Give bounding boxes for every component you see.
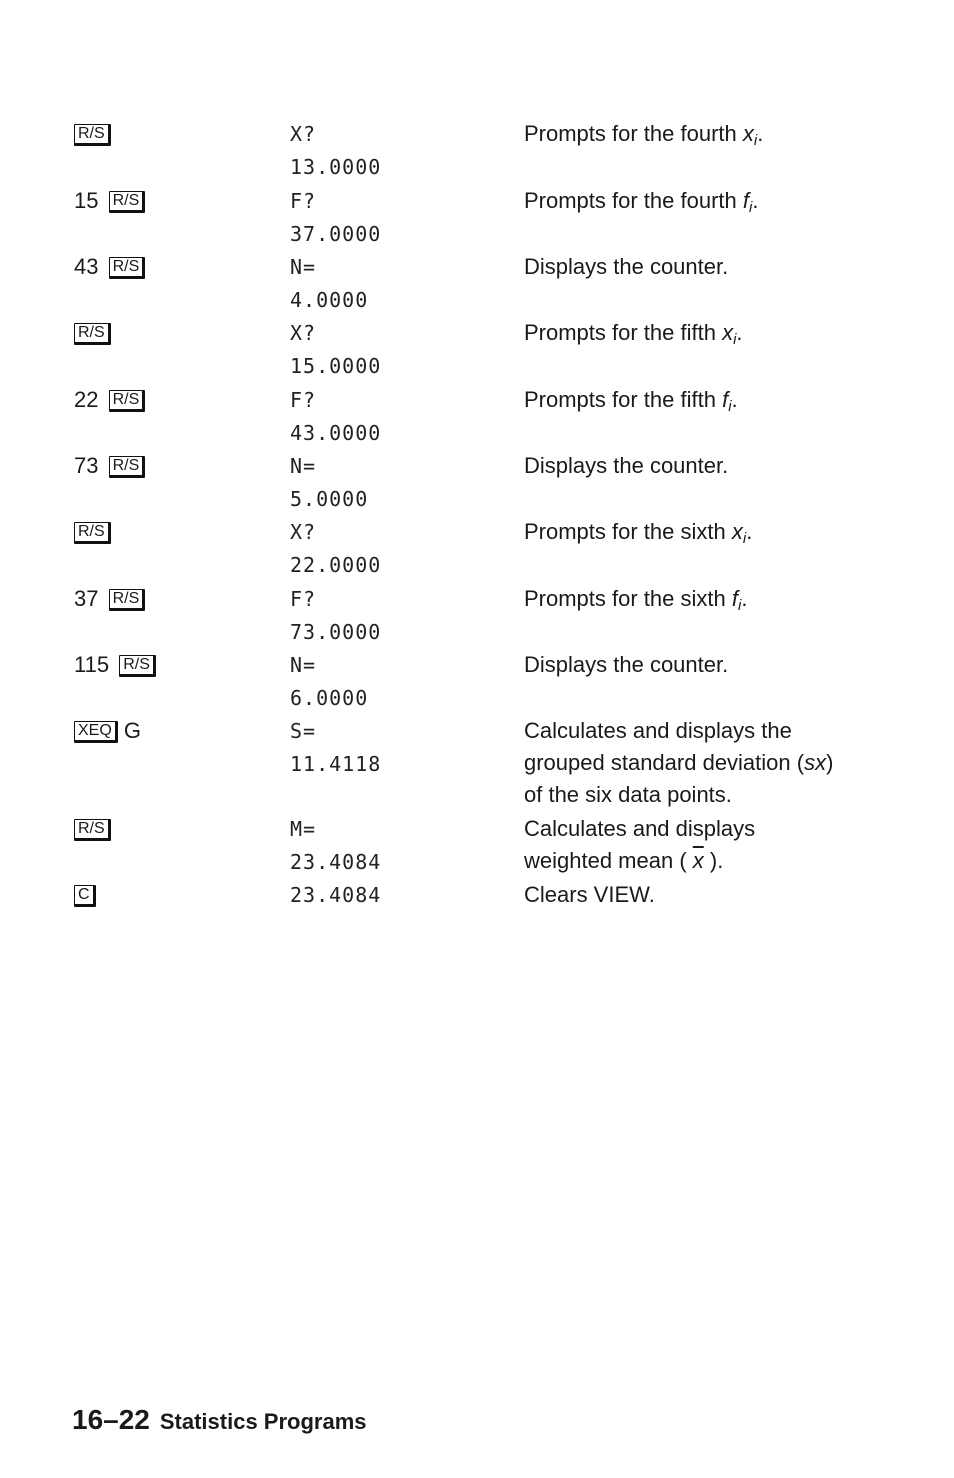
keystroke-cell: [74, 813, 111, 845]
xeq-key: XEQ: [74, 721, 118, 743]
description-text: Prompts for the sixth: [524, 519, 732, 544]
variable-symbol: xi: [742, 121, 758, 149]
display-line: 4.0000: [290, 288, 369, 312]
display-line: 43.0000: [290, 421, 382, 445]
display-line: X?: [290, 122, 317, 146]
rs-key: R/S: [74, 124, 111, 146]
keystroke-cell: [74, 118, 111, 150]
description-cell: [524, 251, 884, 283]
display-cell: [290, 251, 368, 317]
display-line: 23.4084: [290, 883, 382, 907]
display-cell: [290, 715, 381, 781]
variable-symbol: xi: [722, 320, 737, 348]
keystroke-cell: [74, 516, 111, 548]
c-key: C: [74, 885, 96, 907]
description-text: Calculates and displays the grouped standard deviation (: [524, 718, 805, 775]
display-line: F?: [290, 587, 317, 611]
display-cell: [290, 450, 368, 516]
variable-symbol: xi: [731, 519, 747, 547]
description-tail: .: [746, 519, 753, 544]
description-tail: .: [757, 121, 764, 146]
rs-key: R/S: [109, 390, 146, 412]
rs-key: R/S: [109, 191, 146, 213]
display-line: S=: [290, 719, 317, 743]
display-line: N=: [290, 454, 317, 478]
keystroke-cell: [74, 583, 145, 615]
description-cell: [524, 118, 884, 157]
keystroke-cell: [74, 649, 156, 681]
description-cell: [524, 450, 884, 482]
display-line: 73.0000: [290, 620, 382, 644]
description-cell: [524, 317, 884, 356]
rs-key: R/S: [109, 456, 146, 478]
display-cell: [290, 649, 368, 715]
display-cell: [290, 384, 381, 450]
description-cell: [524, 185, 884, 224]
description-cell: [524, 583, 884, 622]
description-text: Displays the counter.: [524, 254, 729, 279]
keystroke-cell: [74, 879, 96, 911]
entry-number: 73: [74, 453, 99, 478]
variable-symbol: fi: [731, 586, 742, 614]
page-footer: [72, 1404, 367, 1436]
display-cell: [290, 317, 381, 383]
display-cell: [290, 185, 381, 251]
description-text: Prompts for the fifth: [524, 387, 723, 412]
rs-key: R/S: [119, 655, 156, 677]
variable-symbol: fi: [742, 188, 753, 216]
display-line: 13.0000: [290, 155, 382, 179]
rs-key: R/S: [74, 323, 111, 345]
display-line: 22.0000: [290, 553, 382, 577]
description-text: Prompts for the sixth: [524, 586, 732, 611]
entry-number: 43: [74, 254, 99, 279]
rs-key: R/S: [74, 819, 111, 841]
display-cell: [290, 813, 381, 879]
description-tail: .: [752, 188, 759, 213]
description-text: Displays the counter.: [524, 652, 729, 677]
entry-number: 22: [74, 387, 99, 412]
display-line: M=: [290, 817, 317, 841]
variable-symbol: sx: [804, 750, 827, 775]
display-line: 11.4118: [290, 752, 382, 776]
description-text: Prompts for the fourth: [524, 188, 743, 213]
section-title: Statistics Programs: [159, 1409, 367, 1434]
description-cell: [524, 715, 854, 811]
description-cell: [524, 384, 884, 423]
rs-key: R/S: [109, 589, 146, 611]
keystroke-cell: [74, 384, 145, 416]
display-line: 5.0000: [290, 487, 369, 511]
entry-number: 15: [74, 188, 99, 213]
display-line: N=: [290, 653, 317, 677]
display-line: X?: [290, 321, 317, 345]
description-tail: ) of the six data points.: [524, 750, 834, 807]
display-cell: [290, 118, 381, 184]
keystroke-cell: [74, 450, 145, 482]
description-cell: [524, 516, 884, 555]
description-cell: [524, 649, 884, 681]
description-tail: .: [731, 387, 738, 412]
rs-key: R/S: [74, 522, 111, 544]
page-number: 16–22: [72, 1404, 150, 1435]
display-line: F?: [290, 388, 317, 412]
description-tail: .: [736, 320, 743, 345]
display-line: 37.0000: [290, 222, 382, 246]
program-label: G: [123, 718, 142, 743]
keystroke-cell: [74, 715, 141, 747]
description-text: Prompts for the fifth: [524, 320, 723, 345]
description-text: Displays the counter.: [524, 453, 729, 478]
description-tail: .: [741, 586, 748, 611]
description-text: Calculates and displays weighted mean (: [524, 816, 756, 873]
keystroke-cell: [74, 317, 111, 349]
entry-number: 115: [74, 652, 110, 677]
description-cell: [524, 813, 784, 877]
display-cell: [290, 516, 381, 582]
display-line: N=: [290, 255, 317, 279]
variable-symbol: fi: [722, 387, 732, 415]
display-line: 6.0000: [290, 686, 369, 710]
x-bar-symbol: $\overline{x}$: [692, 848, 704, 873]
keystroke-cell: [74, 185, 145, 217]
keystroke-cell: [74, 251, 145, 283]
description-tail: ).: [703, 848, 724, 873]
display-line: X?: [290, 520, 317, 544]
display-line: F?: [290, 189, 317, 213]
rs-key: R/S: [109, 257, 146, 279]
entry-number: 37: [74, 586, 99, 611]
description-text: Clears VIEW.: [524, 882, 655, 907]
display-line: 23.4084: [290, 850, 382, 874]
display-line: 15.0000: [290, 354, 382, 378]
description-cell: [524, 879, 884, 911]
description-text: Prompts for the fourth: [524, 121, 743, 146]
display-cell: [290, 879, 381, 912]
display-cell: [290, 583, 381, 649]
